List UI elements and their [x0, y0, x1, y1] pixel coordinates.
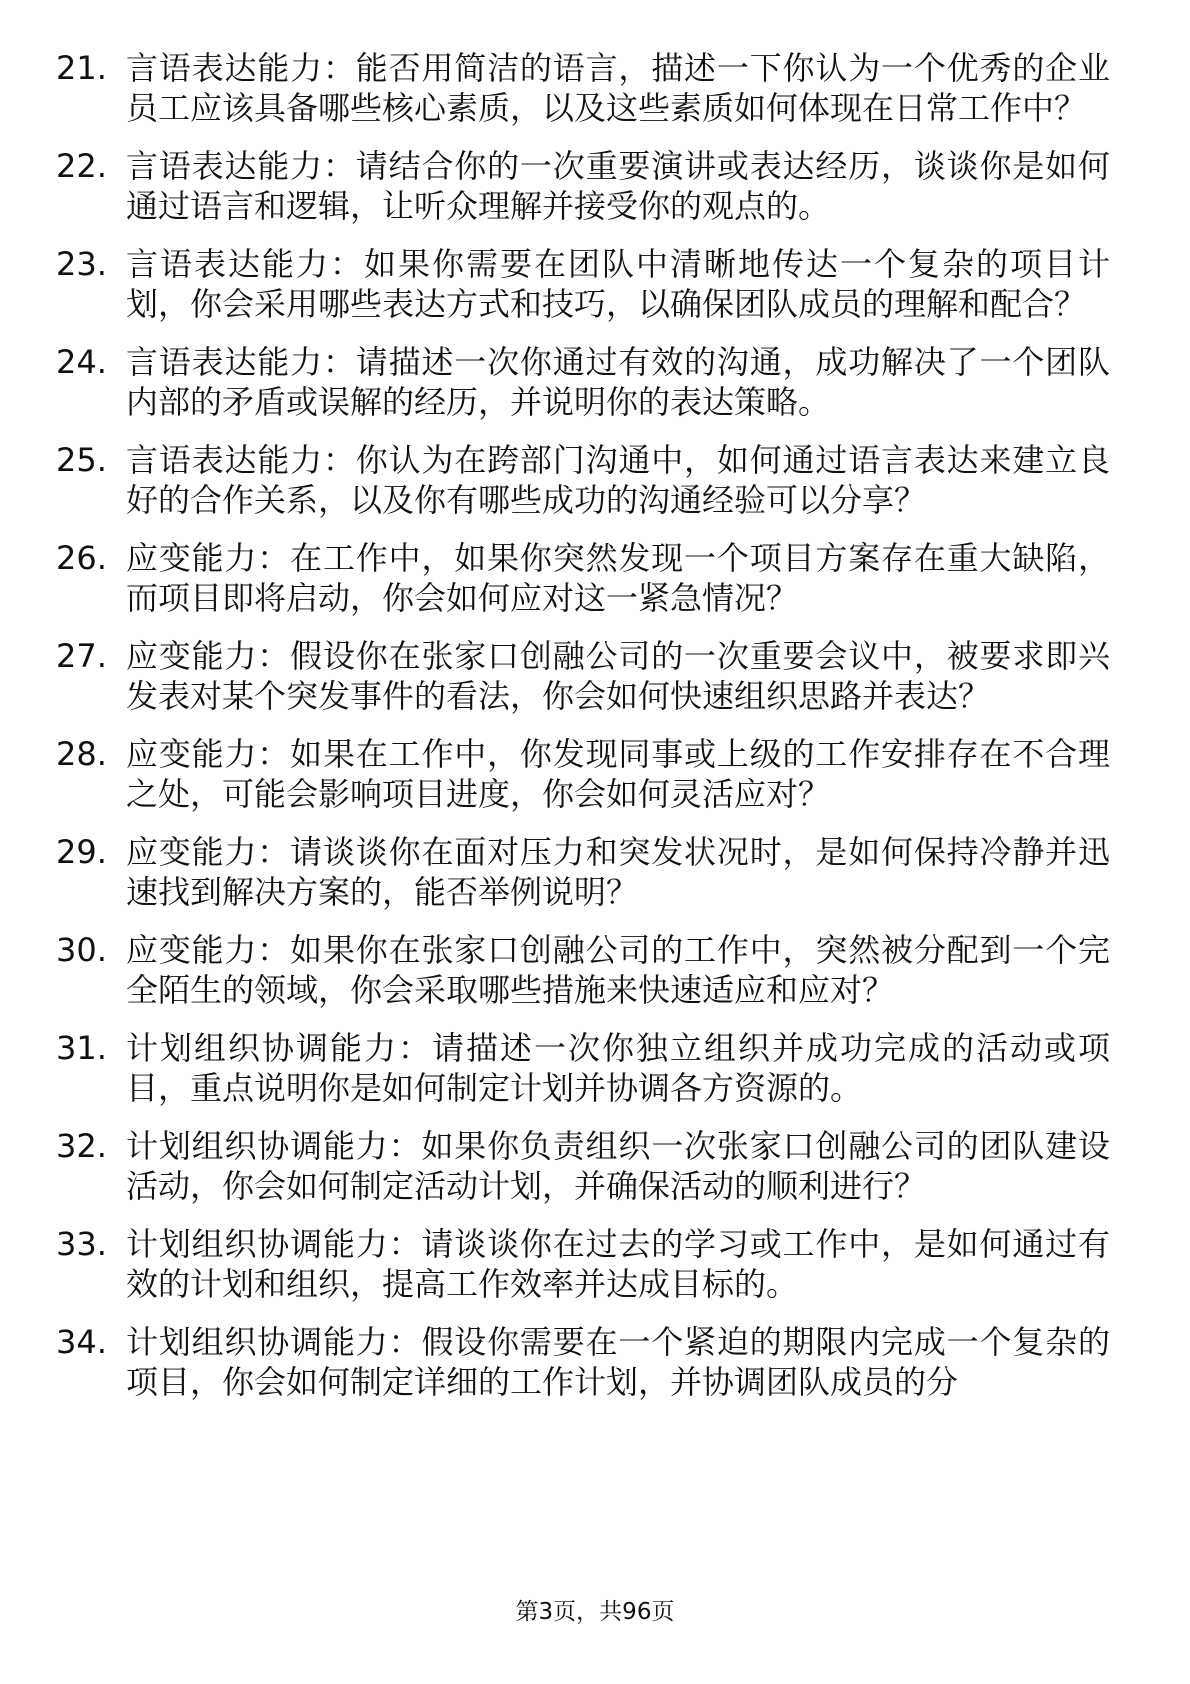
question-item: [56, 1224, 1110, 1304]
question-item: [56, 1028, 1110, 1108]
page-number-label: 第3页，共96页: [515, 1599, 675, 1625]
question-number: 32.: [56, 1127, 107, 1165]
question-item: [56, 342, 1110, 422]
question-text: 言语表达能力：能否用简洁的语言，描述一下你认为一个优秀的企业员工应该具备哪些核心素质，以及这些素质如何体现在日常工作中？: [126, 49, 1110, 127]
question-number: 24.: [56, 343, 107, 381]
question-text: 计划组织协调能力：请谈谈你在过去的学习或工作中，是如何通过有效的计划和组织，提高工作效率并达成目标的。: [126, 1225, 1110, 1303]
question-number: 33.: [56, 1225, 107, 1263]
question-number: 29.: [56, 833, 107, 871]
question-text: 言语表达能力：你认为在跨部门沟通中，如何通过语言表达来建立良好的合作关系，以及你有哪些成功的沟通经验可以分享？: [126, 441, 1110, 519]
question-item: [56, 538, 1110, 618]
question-text: 应变能力：在工作中，如果你突然发现一个项目方案存在重大缺陷，而项目即将启动，你会如何应对这一紧急情况？: [126, 539, 1110, 617]
question-number: 26.: [56, 539, 107, 577]
question-text: 计划组织协调能力：请描述一次你独立组织并成功完成的活动或项目，重点说明你是如何制定计划并协调各方资源的。: [126, 1029, 1110, 1107]
question-number: 27.: [56, 637, 107, 675]
page-footer: [0, 1597, 1190, 1627]
question-text: 言语表达能力：请结合你的一次重要演讲或表达经历，谈谈你是如何通过语言和逻辑，让听众理解并接受你的观点的。: [126, 147, 1110, 225]
question-number: 25.: [56, 441, 107, 479]
question-list: [56, 48, 1110, 1402]
question-number: 23.: [56, 245, 107, 283]
question-item: [56, 1322, 1110, 1402]
question-text: 应变能力：假设你在张家口创融公司的一次重要会议中，被要求即兴发表对某个突发事件的看法，你会如何快速组织思路并表达？: [126, 637, 1110, 715]
question-item: [56, 244, 1110, 324]
question-item: [56, 930, 1110, 1010]
question-number: 21.: [56, 49, 107, 87]
question-text: 应变能力：如果在工作中，你发现同事或上级的工作安排存在不合理之处，可能会影响项目进度，你会如何灵活应对？: [126, 735, 1110, 813]
question-number: 34.: [56, 1323, 107, 1361]
question-item: [56, 734, 1110, 814]
question-item: [56, 636, 1110, 716]
question-number: 28.: [56, 735, 107, 773]
question-number: 22.: [56, 147, 107, 185]
question-text: 计划组织协调能力：如果你负责组织一次张家口创融公司的团队建设活动，你会如何制定活动计划，并确保活动的顺利进行？: [126, 1127, 1110, 1205]
question-item: [56, 48, 1110, 128]
question-text: 应变能力：如果你在张家口创融公司的工作中，突然被分配到一个完全陌生的领域，你会采取哪些措施来快速适应和应对？: [126, 931, 1110, 1009]
question-number: 31.: [56, 1029, 107, 1067]
question-item: [56, 146, 1110, 226]
question-text: 计划组织协调能力：假设你需要在一个紧迫的期限内完成一个复杂的项目，你会如何制定详细的工作计划，并协调团队成员的分: [126, 1323, 1110, 1401]
question-text: 言语表达能力：请描述一次你通过有效的沟通，成功解决了一个团队内部的矛盾或误解的经历，并说明你的表达策略。: [126, 343, 1110, 421]
question-number: 30.: [56, 931, 107, 969]
question-item: [56, 832, 1110, 912]
question-item: [56, 1126, 1110, 1206]
question-item: [56, 440, 1110, 520]
question-text: 应变能力：请谈谈你在面对压力和突发状况时，是如何保持冷静并迅速找到解决方案的，能否举例说明？: [126, 833, 1110, 911]
question-text: 言语表达能力：如果你需要在团队中清晰地传达一个复杂的项目计划，你会采用哪些表达方式和技巧，以确保团队成员的理解和配合？: [126, 245, 1110, 323]
